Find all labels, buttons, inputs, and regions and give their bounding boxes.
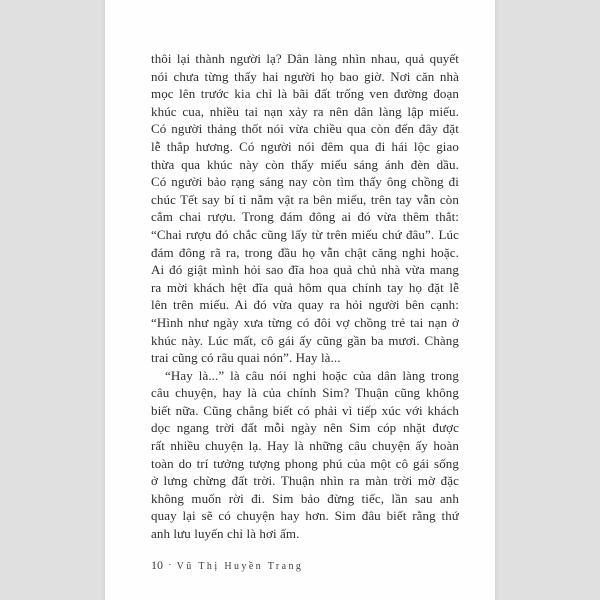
body-text: [151, 50, 459, 543]
text-line: ra mời khách hệt đĩa quả hôm qua chính tay họ đặt lễ: [151, 279, 459, 295]
text-line: Ai đó giật mình hỏi sao đĩa hoa quả chủ nhà vừa mang: [151, 262, 459, 278]
text-line: không muốn rời đi. Sim bảo đừng tiếc, lần sau anh: [151, 490, 459, 506]
text-line: trai cũng có râu quai nón”. Hay là...: [151, 350, 341, 366]
text-line: câu chuyện, hay là của chính Sim? Thuận cũng không: [151, 385, 459, 401]
text-line: lên trên miếu. Ai đó vừa quay ra hỏi người bên cạnh:: [151, 297, 459, 313]
page-footer: [151, 558, 303, 573]
text-line: “Hình như ngày xưa từng có đôi vợ chồng trẻ tai nạn ở: [151, 314, 459, 330]
text-line: chúc Tết say bí tỉ nằm vật ra bên miếu, trên tay vẫn còn: [151, 191, 459, 207]
page-number: 10: [151, 558, 163, 572]
text-line: đám đông rã ra, trong đầu họ vẫn chật căng nghi hoặc.: [151, 244, 459, 260]
footer-separator: ·: [168, 559, 172, 571]
text-line: dọc ngang trời đất mỗi ngày nên Sim cóp nhặt được: [151, 420, 459, 436]
text-line: “Chai rượu đó chắc cũng lấy từ trên miếu chứ đâu”. Lúc: [151, 226, 459, 242]
book-page: [105, 0, 495, 600]
text-line: thừa qua khúc này còn thấy miếu sáng ánh đèn dầu.: [151, 156, 459, 172]
text-line: “Hay là...” là câu nói nghi hoặc của dân làng trong: [165, 367, 459, 383]
text-line: toàn do trí tưởng tượng phong phú của một cô gái sống: [151, 455, 459, 471]
text-line: anh lưu luyến chỉ là hơi ấm.: [151, 526, 300, 542]
text-line: ở lưng chừng đất trời. Thuận nhìn ra màn trời mờ đặc: [151, 473, 459, 489]
text-line: biết nữa. Cũng chẳng biết có phải vì tiếp xúc với khách: [151, 402, 459, 418]
text-line: lễ thắp hương. Có người nói đêm qua đi hái lộc giao: [151, 138, 459, 154]
text-line: nói chưa từng thấy hai người họ bao giờ. Nơi căn nhà: [151, 68, 459, 84]
text-line: quay lại sẽ có chuyện hay hơn. Sim đâu biết rằng thứ: [151, 508, 459, 524]
text-line: khúc này. Lúc mất, cô gái ấy cũng gần ba mươi. Chàng: [151, 332, 459, 348]
text-line: cắm chai rượu. Trong đám đông ai đó vừa thêm thắt:: [151, 209, 459, 225]
author-name: Vũ Thị Huyền Trang: [176, 561, 304, 572]
text-line: rất nhiều chuyện lạ. Hay là những câu chuyện ấy hoàn: [151, 438, 459, 454]
text-line: khúc cua, nhiều tai nạn xảy ra nên dân làng lập miếu.: [151, 103, 459, 119]
text-line: thôi lại thành người lạ? Dân làng nhìn nhau, quả quyết: [151, 51, 459, 66]
text-line: Có người thảng thốt nói vừa chiều qua còn đến đây đặt: [151, 121, 459, 137]
text-line: mọc lên trước kia chỉ là bãi đất trống ven đường đoạn: [151, 86, 459, 102]
text-line: Có người bảo rạng sáng nay còn tìm thấy ông chồng đi: [151, 174, 459, 190]
